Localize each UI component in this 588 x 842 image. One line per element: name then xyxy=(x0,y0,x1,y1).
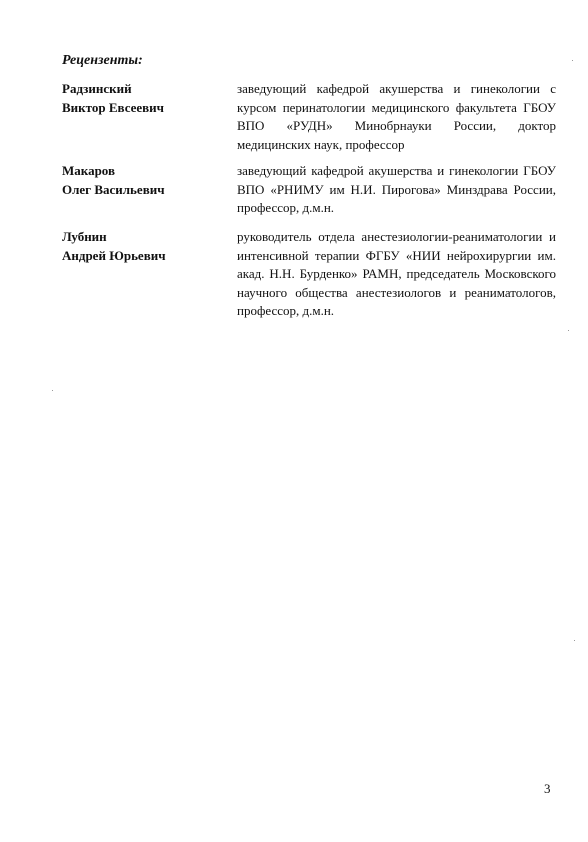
reviewer-surname: Радзинский xyxy=(62,81,132,96)
reviewer-description: руководитель отдела анестезиологии-реаниматологии и интенсивной терапии ФГБУ «НИИ нейрохирургии им. акад. Н.Н. Бурденко» РАМН, председатель Московского научного общества анестезиологов и реаниматологов, профессор, д.м.н. xyxy=(237,229,556,318)
page-number: 3 xyxy=(544,781,551,796)
scan-speck xyxy=(568,330,569,331)
reviewer-name xyxy=(62,80,222,117)
reviewer-surname: Макаров xyxy=(62,163,115,178)
scan-speck xyxy=(572,60,573,61)
reviewer-surname: Лубнин xyxy=(62,229,107,244)
scan-speck xyxy=(52,390,53,391)
reviewer-name xyxy=(62,162,222,199)
reviewer-name xyxy=(62,228,222,265)
reviewer-given-names: Андрей Юрьевич xyxy=(62,247,166,263)
reviewer-description: заведующий кафедрой акушерства и гинекологии с курсом перинатологии медицинского факультета ГБОУ ВПО «РУДН» Минобрнауки России, доктор медицинских наук, профессор xyxy=(237,81,556,152)
reviewer-given-names: Олег Васильевич xyxy=(62,181,165,197)
reviewer-description: заведующий кафедрой акушерства и гинекологии ГБОУ ВПО «РНИМУ им Н.И. Пирогова» Минздрава России, профессор, д.м.н. xyxy=(237,163,556,215)
scan-speck xyxy=(574,640,575,641)
reviewer-given-names: Виктор Евсеевич xyxy=(62,99,165,115)
reviewers-heading: Рецензенты: xyxy=(62,53,143,68)
